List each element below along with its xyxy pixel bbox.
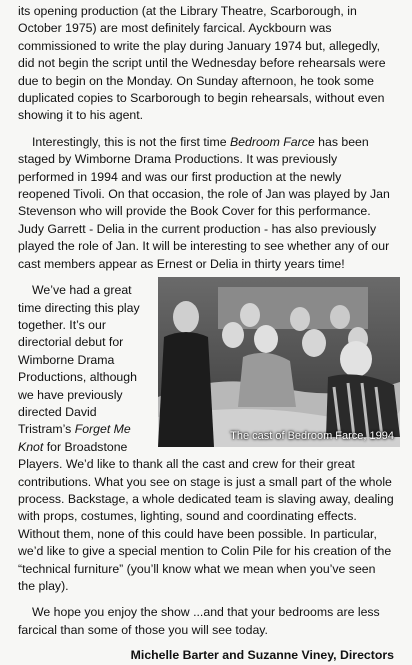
paragraph-1: its opening production (at the Library Theatre, Scarborough, in October 1975) are most definitely farcical. Ayckbourn was commissioned to write the play during January 1974 but, allegedly, did not begin the script until the Wednesday before rehearsals were due to begin on the Monday. On Sunday afternoon, he took some duplicated copies to Scarborough to begin rehearsals, without even showing it to his agent. bbox=[18, 4, 386, 123]
directors-signature: Michelle Barter and Suzanne Viney, Directors bbox=[130, 648, 394, 663]
paragraph-4: We hope you enjoy the show ...and that your bedrooms are less farcical than some of those you will see today. bbox=[18, 605, 380, 637]
play-title-forget-me-knot: Forget Me Knot bbox=[18, 422, 131, 454]
cast-photo-image bbox=[158, 277, 400, 447]
paragraph-2-text-b: has been staged by Wimborne Drama Productions. It was previously performed in 1994 and was our first production at the newly reopened Tivoli. On that occasion, the role of Jan was played by Jan Stevenson who will provide the Book Cover for this performance. Judy Garrett - Delia in the current production - has also previously played the role of Jan. It will be interesting to see whether any of our cast members appear as Ernest or Delia in thirty years time! bbox=[18, 134, 390, 271]
paragraph-2-text-a: Interestingly, this is not the first time bbox=[32, 134, 230, 149]
cast-photo bbox=[158, 277, 400, 447]
paragraph-3-text-a: We’ve had a great time directing this play together. It’s our directorial debut for Wimborne Drama Productions, although we have previously directed David Tristram’s bbox=[18, 283, 140, 437]
play-title-bedroom-farce: Bedroom Farce bbox=[229, 134, 315, 149]
photo-caption: The cast of Bedroom Farce, 1994 bbox=[230, 430, 394, 443]
paragraph-2 bbox=[18, 134, 394, 273]
paragraph-3-text-b: for Broadstone Players. We’d like to thank all the cast and crew for their great contributions. What you see on stage is just a small part of the whole process. Backstage, a whole dedicated team is slaving away, dealing with props, costumes, lighting, sound and coordinating effects. Without them, none of this could have been possible. In particular, we’d like to give a special mention to Colin Pile for his creation of the “technical furniture” (you’ll know what we mean when you’ve seen the play). bbox=[18, 439, 394, 593]
